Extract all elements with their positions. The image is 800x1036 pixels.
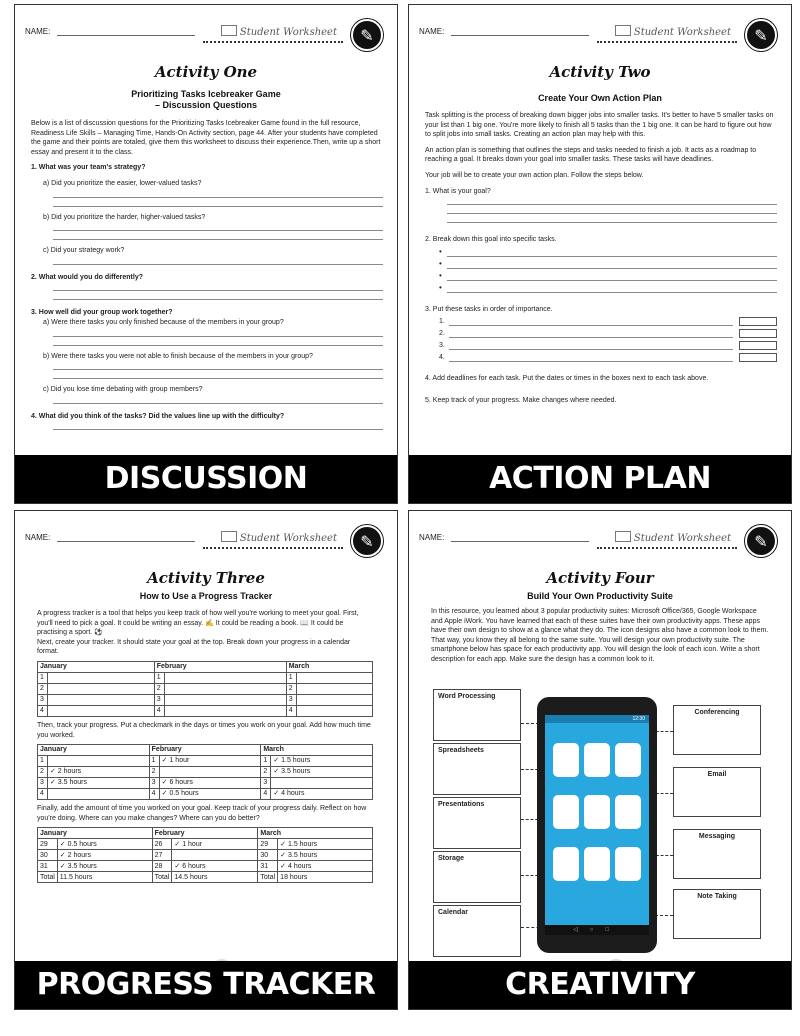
activity-title: Activity One [154, 63, 258, 81]
day-cell: 2 [286, 683, 296, 694]
answer-line[interactable] [447, 214, 777, 223]
table-row [38, 672, 373, 683]
entry-cell [271, 778, 373, 789]
entry-cell[interactable] [48, 672, 155, 683]
entry-cell: ✓ 1.5 hours [278, 839, 373, 850]
app-box-note-taking[interactable]: Note Taking [673, 889, 761, 939]
deadline-box[interactable] [739, 329, 777, 338]
question-1: 1. What was your team's strategy? [31, 164, 146, 172]
answer-line[interactable] [53, 231, 383, 240]
app-box-word-processing[interactable]: Word Processing [433, 689, 521, 741]
name-line [57, 35, 195, 36]
day-cell: 3 [149, 778, 159, 789]
table-row [38, 789, 373, 800]
month-header: March [286, 661, 372, 672]
entry-cell: ✓ 0.5 hours [57, 839, 152, 850]
activity-title: Activity Three [147, 569, 265, 587]
entry-cell: ✓ 0.5 hours [159, 789, 261, 800]
app-icon-slot[interactable] [615, 795, 641, 829]
back-icon[interactable]: ◁ [573, 927, 590, 933]
paragraph-4: Finally, add the amount of time you worked on your goal. Keep track of your progress daily. Reflect on how you're doing. Where can you make changes? Where can you do better? [37, 805, 367, 822]
question-1b: b) Did you prioritize the harder, higher-valued tasks? [43, 213, 206, 221]
dotted-rule [203, 547, 343, 549]
entry-cell [48, 756, 150, 767]
table-row [38, 850, 373, 861]
task-bullet[interactable]: • [439, 281, 777, 293]
entry-cell[interactable] [164, 683, 286, 694]
total-cell: Total [152, 872, 172, 883]
entry-cell[interactable] [164, 672, 286, 683]
step-3: 3. Put these tasks in order of importance. [425, 305, 553, 313]
worksheet-body [425, 111, 777, 406]
order-number: 3. [439, 341, 445, 349]
day-cell: 1 [149, 756, 159, 767]
ordered-task[interactable] [439, 350, 777, 362]
day-cell: 1 [154, 672, 164, 683]
answer-line[interactable] [53, 337, 383, 346]
smartphone [537, 697, 657, 953]
paragraph-2: An action plan is something that outlines the steps and tasks needed to finish a job. It acts as a roadmap to reaching a goal. It breaks down your goal into smaller tasks. These tasks will have deadlines. [425, 146, 757, 164]
paragraph-2: Next, create your tracker. It should state your goal at the top. Break down your progress in a calendar format. [37, 638, 351, 656]
entry-cell: ✓ 3.5 hours [57, 861, 152, 872]
app-box-conferencing[interactable]: Conferencing [673, 705, 761, 755]
month-header: February [149, 745, 261, 756]
app-box-presentations[interactable]: Presentations [433, 797, 521, 849]
step-5: 5. Keep track of your progress. Make changes where needed. [425, 396, 617, 404]
app-icon-slot[interactable] [553, 847, 579, 881]
day-cell: 30 [258, 850, 278, 861]
panel-caption: CREATIVITY [409, 961, 791, 1009]
app-box-email[interactable]: Email [673, 767, 761, 817]
entry-cell [172, 850, 258, 861]
step-1: 1. What is your goal? [425, 187, 491, 195]
total-cell: Total [38, 872, 58, 883]
day-cell: 31 [258, 861, 278, 872]
status-bar: 12:30 [545, 715, 649, 723]
question-4: 4. What did you think of the tasks? Did the values line up with the difficulty? [31, 412, 285, 420]
activity-subtitle: Build Your Own Productivity Suite [527, 591, 673, 601]
answer-line[interactable] [53, 395, 383, 404]
panel-caption: ACTION PLAN [409, 455, 791, 503]
entry-cell: ✓ 1 hour [159, 756, 261, 767]
entry-cell[interactable] [48, 683, 155, 694]
paragraph: In this resource, you learned about 3 popular productivity suites: Microsoft Office/365, Google Workspace and Apple iWork. You have learned that each of these suites have their own productivity apps. These apps have their own design to show at a glance what they do. The icon designs also have a common look to them. That way, you know they all belong to the same suite. You will design your own productivity suite. The smartphone below has space for each productivity app. You will design the look of each icon. Write a short description for each app. Make sure the design has a common look to it. [431, 608, 769, 663]
entry-cell: ✓ 6 hours [172, 861, 258, 872]
answer-line[interactable] [447, 196, 777, 205]
question-1c: c) Did your strategy work? [43, 247, 125, 255]
answer-line[interactable] [53, 370, 383, 379]
worksheet-panel-action-plan [408, 4, 792, 504]
name-label: NAME: [25, 533, 51, 542]
table-row [38, 861, 373, 872]
day-cell: 1 [261, 756, 271, 767]
entry-cell[interactable] [164, 705, 286, 716]
phone-screen [545, 715, 649, 935]
day-cell: 30 [38, 850, 58, 861]
pencil-icon: ✎ [351, 19, 383, 51]
ordered-task[interactable] [439, 338, 777, 350]
student-worksheet-label: Student Worksheet [615, 531, 731, 544]
entry-cell: ✓ 2 hours [48, 767, 150, 778]
pencil-icon: ✎ [351, 525, 383, 557]
entry-cell [159, 767, 261, 778]
question-3c: c) Did you lose time debating with group members? [43, 386, 203, 394]
dotted-rule [597, 547, 737, 549]
task-bullet[interactable]: • [439, 245, 777, 257]
recents-icon[interactable]: □ [605, 927, 621, 933]
name-label: NAME: [25, 27, 51, 36]
order-number: 2. [439, 329, 445, 337]
app-icon-slot[interactable] [615, 847, 641, 881]
question-3: 3. How well did your group work together? [31, 309, 173, 317]
day-cell: 1 [286, 672, 296, 683]
month-header: January [38, 661, 155, 672]
deadline-box[interactable] [739, 317, 777, 326]
answer-line[interactable] [447, 205, 777, 214]
step-4: 4. Add deadlines for each task. Put the dates or times in the boxes next to each task above. [425, 375, 709, 383]
question-3b: b) Were there tasks you were not able to finish because of the members in your group? [43, 352, 313, 360]
ordered-task[interactable] [439, 314, 777, 326]
day-cell: 3 [38, 694, 48, 705]
question-1a: a) Did you prioritize the easier, lower-valued tasks? [43, 179, 202, 187]
answer-line[interactable] [53, 328, 383, 337]
total-value: 18 hours [278, 872, 373, 883]
month-header: February [152, 828, 258, 839]
order-number: 4. [439, 353, 445, 361]
task-bullet[interactable]: • [439, 269, 777, 281]
name-line [451, 35, 589, 36]
month-header: March [258, 828, 373, 839]
app-icon-slot[interactable] [553, 795, 579, 829]
student-worksheet-label: Student Worksheet [615, 25, 731, 38]
table-row [38, 756, 373, 767]
entry-cell: ✓ 4 hours [278, 861, 373, 872]
answer-line[interactable] [53, 256, 383, 265]
entry-cell[interactable] [296, 694, 372, 705]
activity-subtitle: How to Use a Progress Tracker [139, 591, 273, 601]
intro-text: Below is a list of discussion questions for the Prioritizing Tasks Icebreaker Game found in the full resource, Readiness Life Skills – Managing Time, Hands-On Activity section, page 44. After your students have completed the game and their points are totaled, give them this worksheet to discuss their experience.Then, write up a short essay and present it to the class. [31, 120, 381, 156]
home-icon[interactable]: ○ [589, 927, 606, 933]
paragraph-3: Your job will be to create your own action plan. Follow the steps below. [425, 171, 644, 179]
day-cell: 2 [261, 767, 271, 778]
entry-cell[interactable] [296, 705, 372, 716]
answer-line[interactable] [53, 222, 383, 231]
app-icon-slot[interactable] [584, 795, 610, 829]
day-cell: 27 [152, 850, 172, 861]
total-cell: Total [258, 872, 278, 883]
name-label: NAME: [419, 533, 445, 542]
table-row [38, 778, 373, 789]
name-line [451, 541, 589, 542]
panel-caption: PROGRESS TRACKER [15, 961, 397, 1009]
day-cell: 3 [261, 778, 271, 789]
pencil-icon: ✎ [745, 19, 777, 51]
ordered-task[interactable] [439, 326, 777, 338]
task-bullet[interactable]: • [439, 257, 777, 269]
app-icon-slot[interactable] [615, 743, 641, 777]
table-row [38, 694, 373, 705]
entry-cell: ✓ 6 hours [159, 778, 261, 789]
paragraph-3: Then, track your progress. Put a checkmark in the days or times you work on your goal. Add how much time you worked. [37, 721, 371, 739]
paragraph-1: Task splitting is the process of breaking down bigger jobs into smaller tasks. It's better to have 5 smaller tasks on your list than 1 big one. You're more likely to finish all 5 tasks than the 1 big one. It can be hard to figure out how to split jobs into small tasks. Creating an action plan may help with this. [425, 112, 774, 139]
question-3a: a) Were there tasks you only finished because of the members in your group? [43, 318, 284, 326]
worksheet-body [31, 119, 383, 430]
entry-cell: ✓ 3.5 hours [271, 767, 373, 778]
worksheet-body [37, 609, 373, 883]
panel-caption: DISCUSSION [15, 455, 397, 503]
day-cell: 3 [154, 694, 164, 705]
day-cell: 26 [152, 839, 172, 850]
month-header: January [38, 828, 153, 839]
dotted-rule [597, 41, 737, 43]
app-box-spreadsheets[interactable]: Spreadsheets [433, 743, 521, 795]
table-row [38, 767, 373, 778]
entry-cell[interactable] [48, 705, 155, 716]
deadline-box[interactable] [739, 353, 777, 362]
name-label: NAME: [419, 27, 445, 36]
table-row [38, 872, 373, 883]
app-icon-slot[interactable] [584, 847, 610, 881]
entry-cell[interactable] [48, 694, 155, 705]
total-value: 14.5 hours [172, 872, 258, 883]
day-cell: 3 [286, 694, 296, 705]
answer-line[interactable] [53, 198, 383, 207]
student-worksheet-label: Student Worksheet [221, 25, 337, 38]
app-box-calendar[interactable]: Calendar [433, 905, 521, 957]
activity-title: Activity Four [546, 569, 654, 587]
day-cell: 2 [149, 767, 159, 778]
day-cell: 29 [38, 839, 58, 850]
entry-cell: ✓ 2 hours [57, 850, 152, 861]
dotted-rule [203, 41, 343, 43]
entry-cell: ✓ 4 hours [271, 789, 373, 800]
day-cell: 4 [261, 789, 271, 800]
app-icon-slot[interactable] [584, 743, 610, 777]
entry-cell: ✓ 1.5 hours [271, 756, 373, 767]
entry-cell[interactable] [296, 683, 372, 694]
entry-cell[interactable] [296, 672, 372, 683]
activity-title: Activity Two [549, 63, 651, 81]
day-cell: 2 [38, 767, 48, 778]
day-cell: 4 [38, 705, 48, 716]
day-cell: 3 [38, 778, 48, 789]
table-row [38, 839, 373, 850]
day-cell: 4 [149, 789, 159, 800]
paragraph-1: A progress tracker is a tool that helps you keep track of how well you're working to meet your goal. First, you'll need to pick a goal. It could be writing an essay. ✍ It could be reading a book. 📖 It could be practising a sport. ⚽ [37, 610, 359, 637]
answer-line[interactable] [53, 189, 383, 198]
app-icon-slot[interactable] [553, 743, 579, 777]
answer-line[interactable] [53, 291, 383, 300]
month-header: January [38, 745, 150, 756]
day-cell: 31 [38, 861, 58, 872]
entry-cell: ✓ 3.5 hours [48, 778, 150, 789]
day-cell: 2 [38, 683, 48, 694]
subtitle-line-1: Prioritizing Tasks Icebreaker Game [131, 89, 281, 99]
tracker-table-checked [37, 744, 373, 800]
entry-cell [48, 789, 150, 800]
worksheet-panel-discussion [14, 4, 398, 504]
activity-subtitle [15, 89, 397, 111]
day-cell: 4 [38, 789, 48, 800]
day-cell: 4 [286, 705, 296, 716]
tracker-table-totals [37, 827, 373, 883]
pencil-icon: ✎ [745, 525, 777, 557]
day-cell: 1 [38, 756, 48, 767]
worksheet-panel-creativity [408, 510, 792, 1010]
question-2: 2. What would you do differently? [31, 273, 143, 281]
subtitle-line-2: – Discussion Questions [154, 100, 258, 110]
answer-line[interactable] [53, 421, 383, 430]
day-cell: 29 [258, 839, 278, 850]
deadline-box[interactable] [739, 341, 777, 350]
tracker-table-empty [37, 661, 373, 717]
table-row [38, 705, 373, 716]
month-header: March [261, 745, 373, 756]
answer-line[interactable] [53, 282, 383, 291]
day-cell: 28 [152, 861, 172, 872]
total-value: 11.5 hours [57, 872, 152, 883]
app-box-messaging[interactable]: Messaging [673, 829, 761, 879]
worksheet-panel-progress-tracker [14, 510, 398, 1010]
entry-cell: ✓ 3.5 hours [278, 850, 373, 861]
activity-subtitle: Create Your Own Action Plan [538, 93, 662, 103]
month-header: February [154, 661, 286, 672]
entry-cell[interactable] [164, 694, 286, 705]
phone-nav-bar [545, 925, 649, 935]
app-box-storage[interactable]: Storage [433, 851, 521, 903]
table-row [38, 683, 373, 694]
answer-line[interactable] [53, 361, 383, 370]
student-worksheet-label: Student Worksheet [221, 531, 337, 544]
name-line [57, 541, 195, 542]
day-cell: 2 [154, 683, 164, 694]
step-2: 2. Break down this goal into specific tasks. [425, 236, 557, 244]
entry-cell: ✓ 1 hour [172, 839, 258, 850]
day-cell: 1 [38, 672, 48, 683]
order-number: 1. [439, 317, 445, 325]
day-cell: 4 [154, 705, 164, 716]
worksheet-body [431, 607, 769, 671]
